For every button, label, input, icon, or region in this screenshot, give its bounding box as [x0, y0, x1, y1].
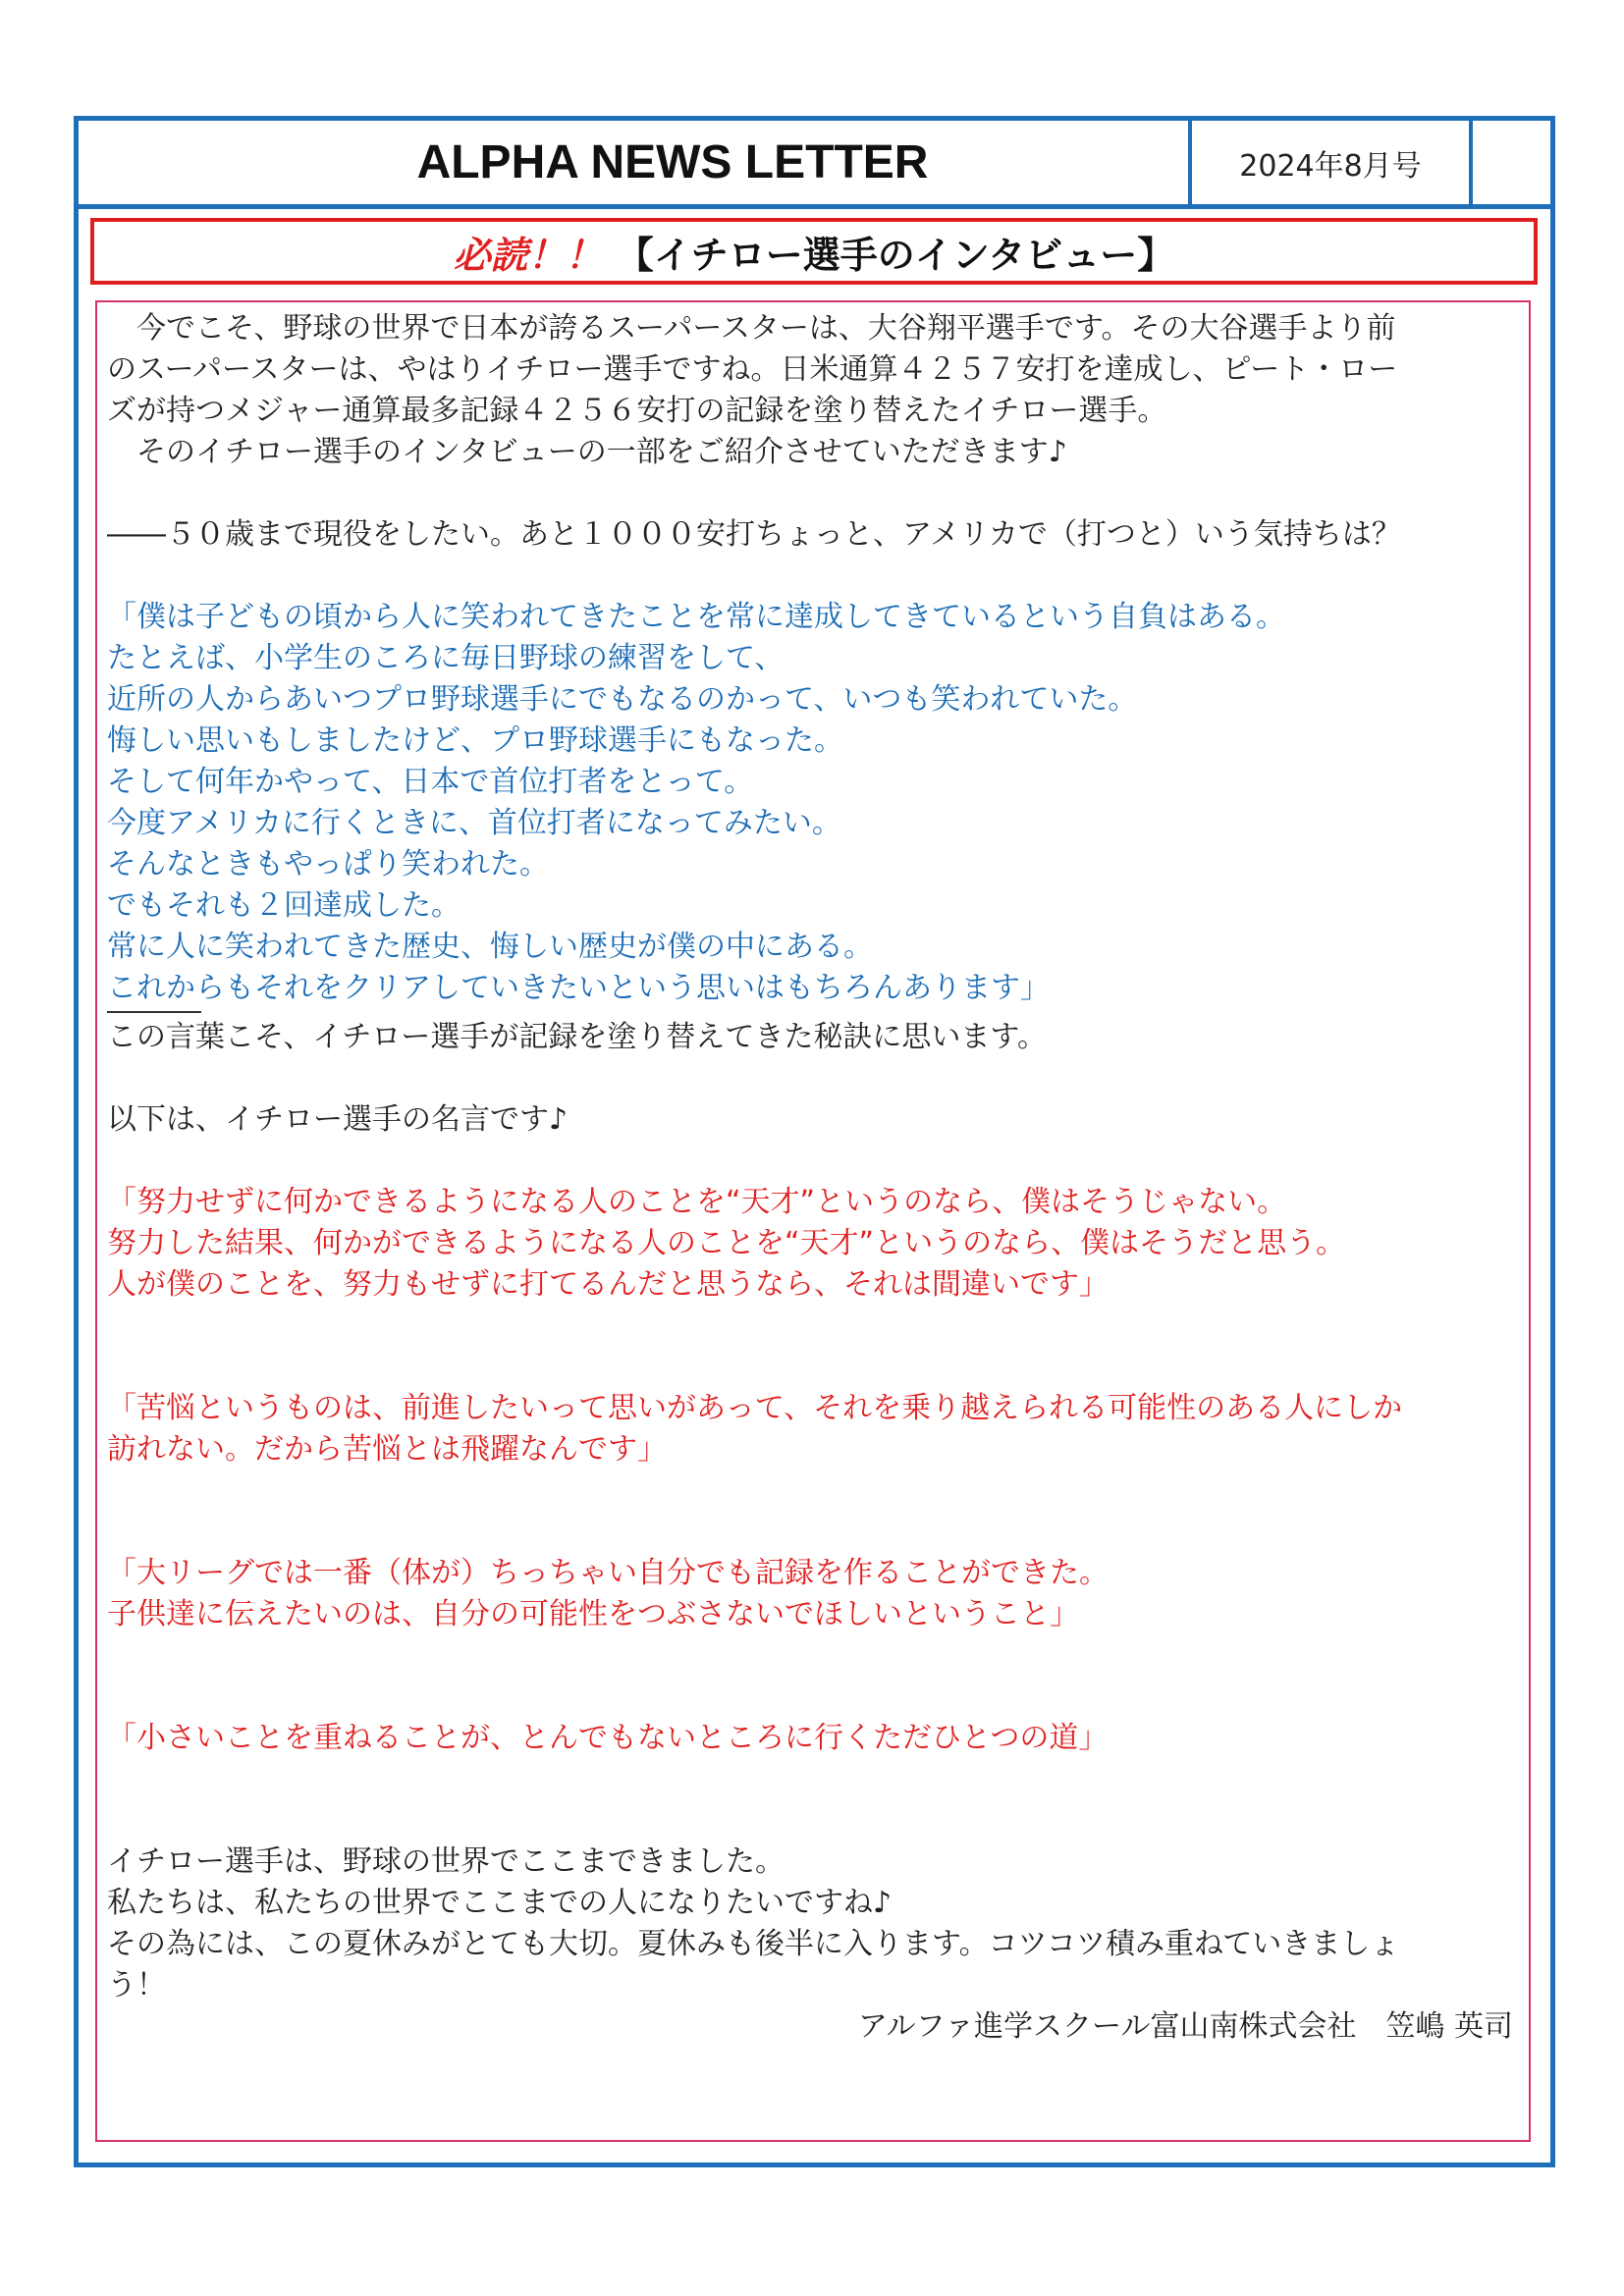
closing-line: その為には、この夏休みがとても大切。夏休みも後半に入ります。コツコツ積み重ねていきましょ [107, 1927, 1400, 1961]
intro-line: ズが持つメジャー通算最多記録４２５６安打の記録を塗り替えたイチロー選手。 [107, 394, 1167, 428]
closing-line: う！ [107, 1968, 166, 2002]
quote-line: 人が僕のことを、努力もせずに打てるんだと思うなら、それは間違いです」 [107, 1267, 1109, 1302]
answer-line: 「僕は子どもの頃から人に笑われてきたことを常に達成してきているという自負はある。 [107, 600, 1285, 634]
article-body [95, 300, 1531, 2142]
quote-line: 「小さいことを重ねることが、とんでもないところに行くただひとつの道」 [107, 1721, 1109, 1755]
closing-line: イチロー選手は、野球の世界でここまできました。 [107, 1844, 785, 1879]
answer-line: でもそれも２回達成した。 [107, 888, 460, 923]
divider [107, 1011, 201, 1013]
article-title-bar [90, 218, 1538, 285]
comment-line: この言葉こそ、イチロー選手が記録を塗り替えてきた秘訣に思います。 [107, 1020, 1047, 1054]
answer-line: 今度アメリカに行くときに、首位打者になってみたい。 [107, 806, 841, 840]
issue-date: 2024年8月号 [1188, 121, 1473, 204]
answer-line: そして何年かやって、日本で首位打者をとって。 [107, 765, 754, 799]
answer-line: 悔しい思いもしましたけど、プロ野球選手にもなった。 [107, 723, 843, 758]
answer-line: そんなときもやっぱり笑われた。 [107, 847, 549, 881]
article-title: 【イチロー選手のインタビュー】 [616, 233, 1175, 277]
answer-line: たとえば、小学生のころに毎日野球の練習をして、 [107, 641, 785, 675]
quote-line: 努力した結果、何かができるようになる人のことを“天才”というのなら、僕はそうだと思う。 [107, 1226, 1346, 1260]
quote-line: 訪れない。だから苦悩とは飛躍なんです」 [107, 1432, 667, 1467]
must-read-label: 必読！！ [453, 233, 603, 277]
quote-line: 「大リーグでは一番（体が）ちっちゃい自分でも記録を作ることができた。 [107, 1556, 1109, 1590]
answer-line: 近所の人からあいつプロ野球選手にでもなるのかって、いつも笑われていた。 [107, 682, 1138, 717]
intro-line: 今でこそ、野球の世界で日本が誇るスーパースターは、大谷翔平選手です。その大谷選手より前 [107, 311, 1396, 346]
interview-question: ――５０歳まで現役をしたい。あと１０００安打ちょっと、アメリカで（打つと）いう気持ちは？ [107, 517, 1401, 552]
quotes-intro: 以下は、イチロー選手の名言です♪ [107, 1102, 568, 1137]
intro-line: そのイチロー選手のインタビューの一部をご紹介させていただきます♪ [107, 435, 1067, 469]
quote-line: 「苦悩というものは、前進したいって思いがあって、それを乗り越えられる可能性のある人にしか [107, 1391, 1403, 1425]
answer-line: 常に人に笑われてきた歴史、悔しい歴史が僕の中にある。 [107, 930, 873, 964]
intro-line: のスーパースターは、やはりイチロー選手ですね。日米通算４２５７安打を達成し、ピート・ロー [107, 352, 1398, 387]
closing-line: 私たちは、私たちの世界でここまでの人になりたいですね♪ [107, 1886, 893, 1920]
quote-line: 子供達に伝えたいのは、自分の可能性をつぶさないでほしいということ」 [107, 1597, 1079, 1631]
answer-line: これからもそれをクリアしていきたいという思いはもちろんあります」 [107, 971, 1050, 1005]
quote-line: 「努力せずに何かできるようになる人のことを“天才”というのなら、僕はそうじゃない。 [107, 1185, 1287, 1219]
signature: アルファ進学スクール富山南株式会社 笠嶋 英司 [857, 2009, 1513, 2044]
newsletter-header [74, 116, 1555, 209]
newsletter-title: ALPHA NEWS LETTER [416, 136, 929, 188]
